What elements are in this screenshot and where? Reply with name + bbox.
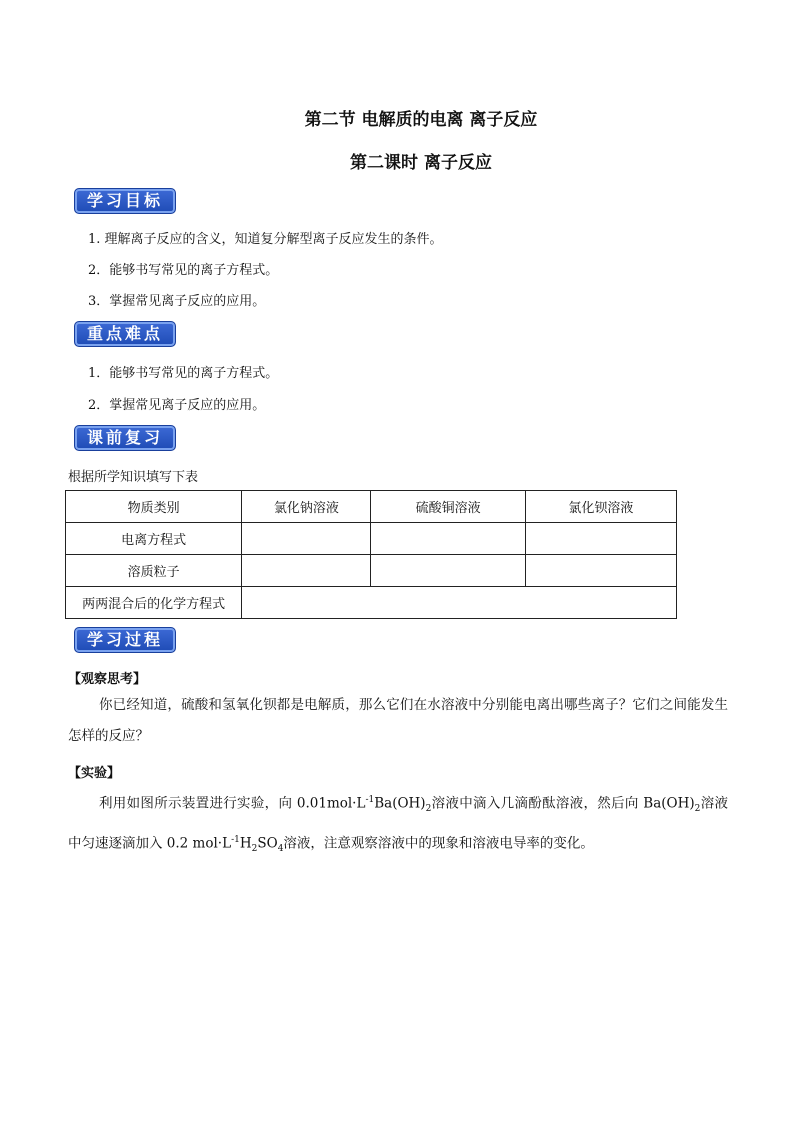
experiment-text: 溶液中匀速逐滴加入 0.2 mol·L <box>68 795 729 852</box>
badge-learning-goals: 学习目标 <box>74 188 176 214</box>
experiment-subscript: 2 <box>251 844 258 855</box>
badge-learning-process: 学习过程 <box>74 627 176 653</box>
table-row-label: 两两混合后的化学方程式 <box>66 587 242 619</box>
goal-item-3: 3．掌握常见离子反应的应用。 <box>88 294 266 309</box>
table-cell-empty[interactable] <box>242 555 371 587</box>
table-row <box>66 587 677 619</box>
section-title: 第二节 电解质的电离 离子反应 <box>304 110 538 130</box>
table-cell-empty[interactable] <box>525 555 676 587</box>
table-header-cell: 硫酸铜溶液 <box>371 491 525 523</box>
experiment-subscript: 2 <box>425 804 432 815</box>
table-header-row <box>66 491 677 523</box>
observe-think-paragraph: 你已经知道，硫酸和氢氧化钡都是电解质，那么它们在水溶液中分别能电离出哪些离子？它们之间能发生怎样的反应？ <box>68 697 728 744</box>
goal-item-2: 2．能够书写常见的离子方程式。 <box>88 263 279 278</box>
table-row <box>66 555 677 587</box>
experiment-text: 溶液中滴入几滴酚酞溶液，然后向 Ba(OH) <box>431 795 695 812</box>
experiment-subscript: 4 <box>277 844 284 855</box>
badge-review: 课前复习 <box>74 425 176 451</box>
table-row-label: 溶质粒子 <box>66 555 242 587</box>
lesson-subtitle: 第二课时 离子反应 <box>350 153 492 173</box>
table-cell-empty[interactable] <box>242 523 371 555</box>
table-header-cell: 物质类别 <box>66 491 242 523</box>
badge-key-points: 重点难点 <box>74 321 176 347</box>
goal-item-1: 1. 理解离子反应的含义，知道复分解型离子反应发生的条件。 <box>88 232 443 247</box>
experiment-superscript: -1 <box>365 795 375 805</box>
table-header-cell: 氯化钡溶液 <box>525 491 676 523</box>
experiment-label: 【实验】 <box>68 766 121 781</box>
experiment-text: 利用如图所示装置进行实验，向 0.01mol·L <box>99 795 366 812</box>
experiment-text: Ba(OH) <box>374 795 426 812</box>
experiment-text: SO <box>257 835 278 852</box>
observe-think-label: 【观察思考】 <box>68 672 147 687</box>
experiment-text: 溶液，注意观察溶液中的现象和溶液电导率的变化。 <box>283 835 594 852</box>
table-cell-empty[interactable] <box>525 523 676 555</box>
experiment-paragraph <box>68 785 728 865</box>
key-point-item-2: 2．掌握常见离子反应的应用。 <box>88 398 266 413</box>
review-instruction: 根据所学知识填写下表 <box>68 470 199 485</box>
table-row <box>66 523 677 555</box>
experiment-superscript: -1 <box>231 835 240 846</box>
table-row-label: 电离方程式 <box>66 523 242 555</box>
table-cell-empty[interactable] <box>242 587 677 619</box>
experiment-text: H <box>239 835 252 852</box>
table-cell-empty[interactable] <box>371 523 525 555</box>
review-table <box>65 490 677 619</box>
key-point-item-1: 1．能够书写常见的离子方程式。 <box>88 366 279 381</box>
table-cell-empty[interactable] <box>371 555 525 587</box>
table-header-cell: 氯化钠溶液 <box>242 491 371 523</box>
experiment-subscript: 2 <box>694 804 701 815</box>
